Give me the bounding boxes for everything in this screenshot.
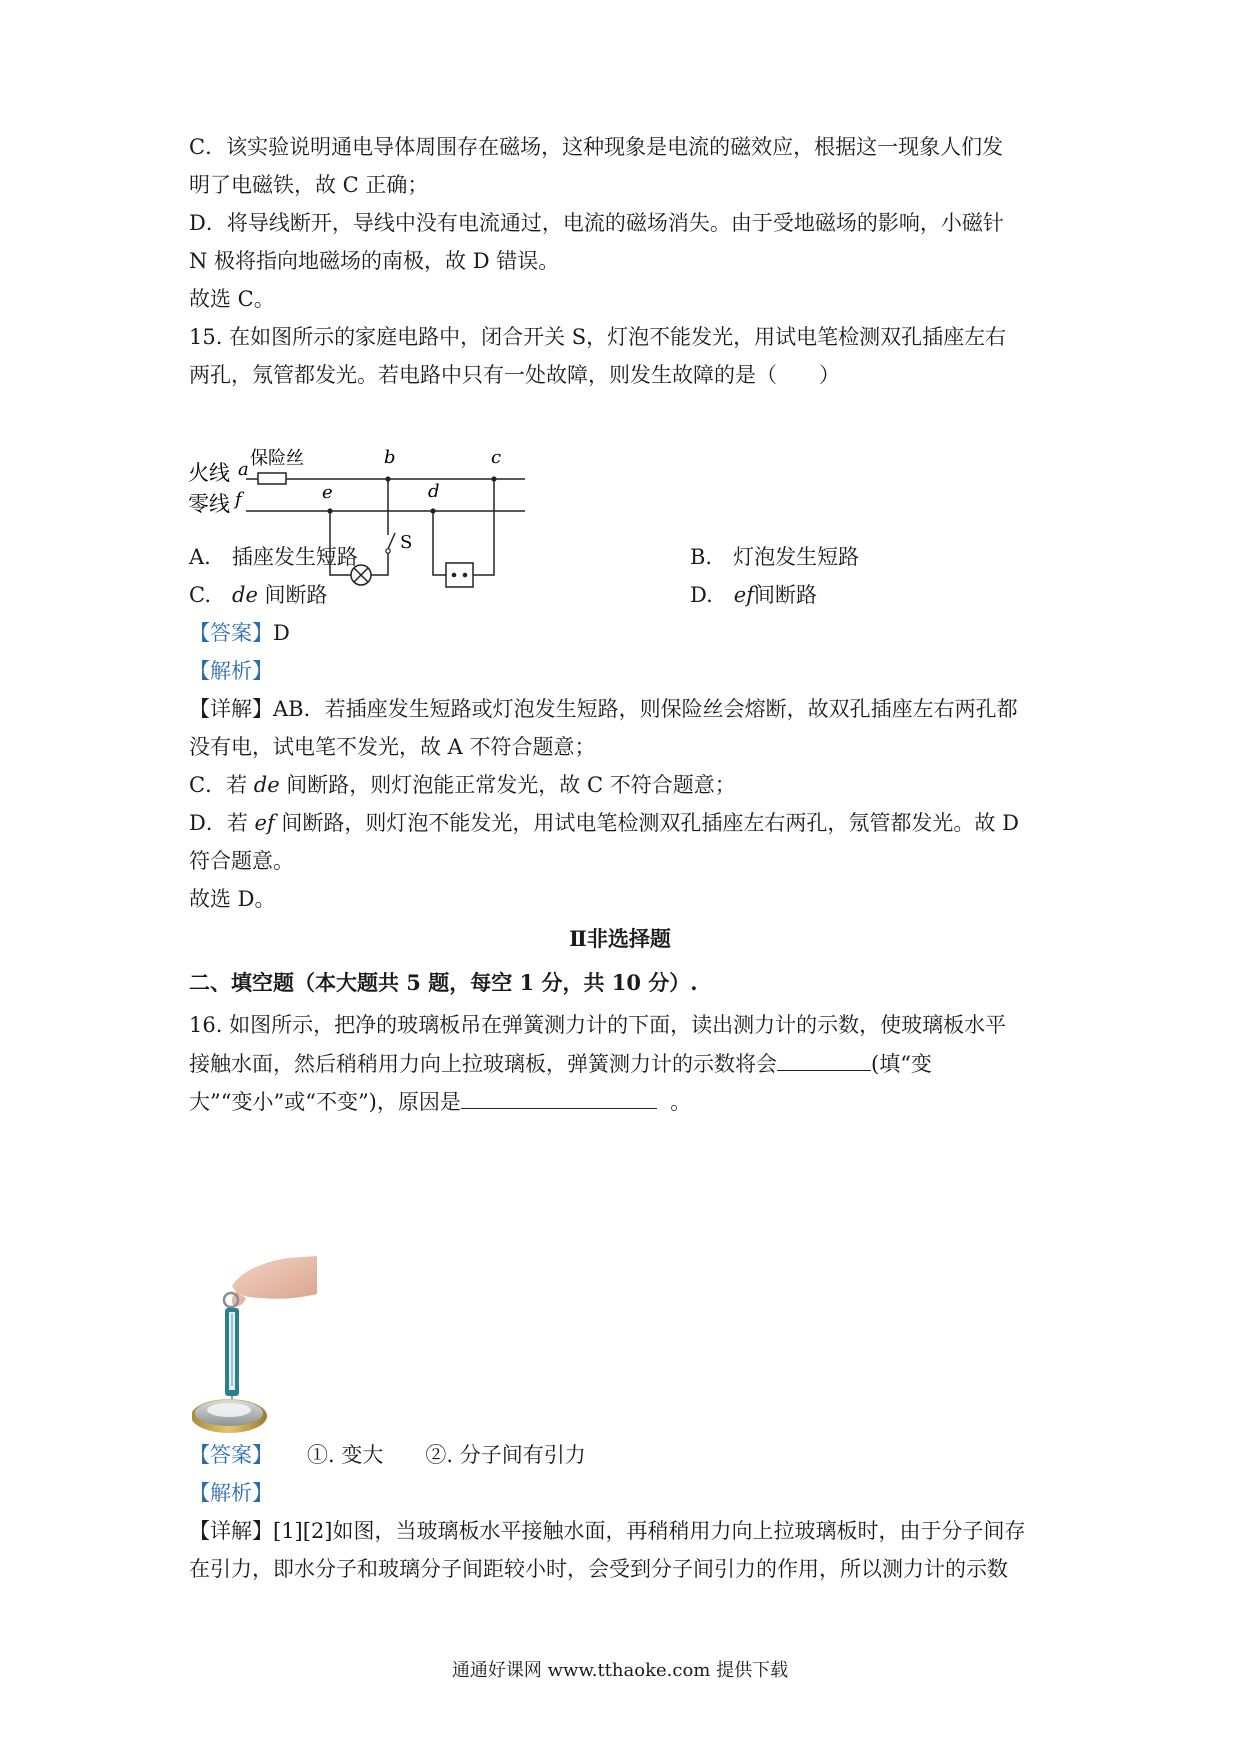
switch-label: S (400, 532, 413, 553)
point-f-label: f (235, 489, 242, 510)
q15-choose: 故选 D。 (189, 887, 276, 911)
q16-analysis-tag: 【解析】 (189, 1481, 273, 1505)
point-a-label: a (238, 459, 249, 480)
q16-spring-scale-photo (192, 1256, 317, 1436)
q15-option-d: D. ef间断路 (690, 583, 817, 607)
live-wire-label: 火线 (188, 461, 230, 485)
q15-stem-line1: 15. 在如图所示的家庭电路中，闭合开关 S，灯泡不能发光，用试电笔检测双孔插座左右 (189, 325, 1007, 349)
page-footer: 通通好课网 www.tthaoke.com 提供下载 (451, 1660, 789, 1681)
q14-option-d-line2: N 极将指向地磁场的南极，故 D 错误。 (189, 249, 560, 273)
answer-tag: 【答案】 (189, 621, 273, 645)
q16-blank-2 (461, 1086, 657, 1109)
q15-option-c: C. de 间断路 (189, 583, 328, 607)
neutral-wire-label: 零线 (188, 492, 230, 516)
q15-detail-d: D．若 ef 间断路，则灯泡不能发光，用试电笔检测双孔插座左右两孔，氖管都发光。故 D (189, 811, 1019, 835)
q16-blank-1 (777, 1048, 871, 1071)
q14-option-c-line1: C．该实验说明通电导体周围存在磁场，这种现象是电流的磁效应，根据这一现象人们发 (189, 135, 1004, 159)
q15-detail-c: C．若 de 间断路，则灯泡能正常发光，故 C 不符合题意； (189, 773, 736, 797)
fuse-label: 保险丝 (250, 448, 304, 469)
point-c-label: c (491, 447, 502, 468)
q16-stem-line3: 大”“变小”或“不变”)，原因是 。 (189, 1086, 1069, 1117)
socket-branch-wire (433, 511, 446, 575)
point-d-label: d (428, 481, 440, 502)
q14-choose: 故选 C。 (189, 287, 275, 311)
q15-detail-d-line2: 符合题意。 (189, 849, 294, 873)
q16-detail-line2: 在引力，即水分子和玻璃分子间距较小时，会受到分子间引力的作用，所以测力计的示数 (189, 1557, 1008, 1581)
q15-stem-line2: 两孔，氖管都发光。若电路中只有一处故障，则发生故障的是（ ） (189, 363, 840, 387)
q16-detail-line1: 【详解】[1][2]如图，当玻璃板水平接触水面，再稍稍用力向上拉玻璃板时，由于分子间存 (189, 1519, 1026, 1543)
q16-answer: 【答案】 ①. 变大 ②. 分子间有引力 (189, 1443, 586, 1467)
q15-analysis-tag: 【解析】 (189, 659, 273, 683)
point-b-label: b (384, 447, 396, 468)
q15-answer: 【答案】D (189, 621, 290, 645)
fuse-symbol (258, 473, 286, 484)
part-title: Ⅱ非选择题 (569, 926, 671, 951)
q14-option-c-line2: 明了电磁铁，故 C 正确； (189, 173, 429, 197)
q15-option-a: A. 插座发生短路 (189, 545, 358, 569)
q15-detail-line2: 没有电，试电笔不发光，故 A 不符合题意； (189, 735, 596, 759)
q15-circuit-diagram (188, 447, 538, 599)
q16-stem-line2: 接触水面，然后稍稍用力向上拉玻璃板，弹簧测力计的示数将会 (填“变 (189, 1048, 1069, 1079)
socket-symbol (446, 563, 473, 587)
point-e-label: e (322, 482, 333, 503)
q16-stem-line1: 16. 如图所示，把净的玻璃板吊在弹簧测力计的下面，读出测力计的示数，使玻璃板水平 (189, 1013, 1007, 1037)
section-heading: 二、填空题（本大题共 5 题，每空 1 分，共 10 分）. (189, 970, 698, 995)
switch-symbol (386, 549, 390, 553)
q14-option-d-line1: D．将导线断开，导线中没有电流通过，电流的磁场消失。由于受地磁场的影响，小磁针 (189, 211, 1004, 235)
q15-detail-line1: 【详解】AB．若插座发生短路或灯泡发生短路，则保险丝会熔断，故双孔插座左右两孔都 (189, 697, 1018, 721)
q15-option-b: B. 灯泡发生短路 (690, 545, 860, 569)
